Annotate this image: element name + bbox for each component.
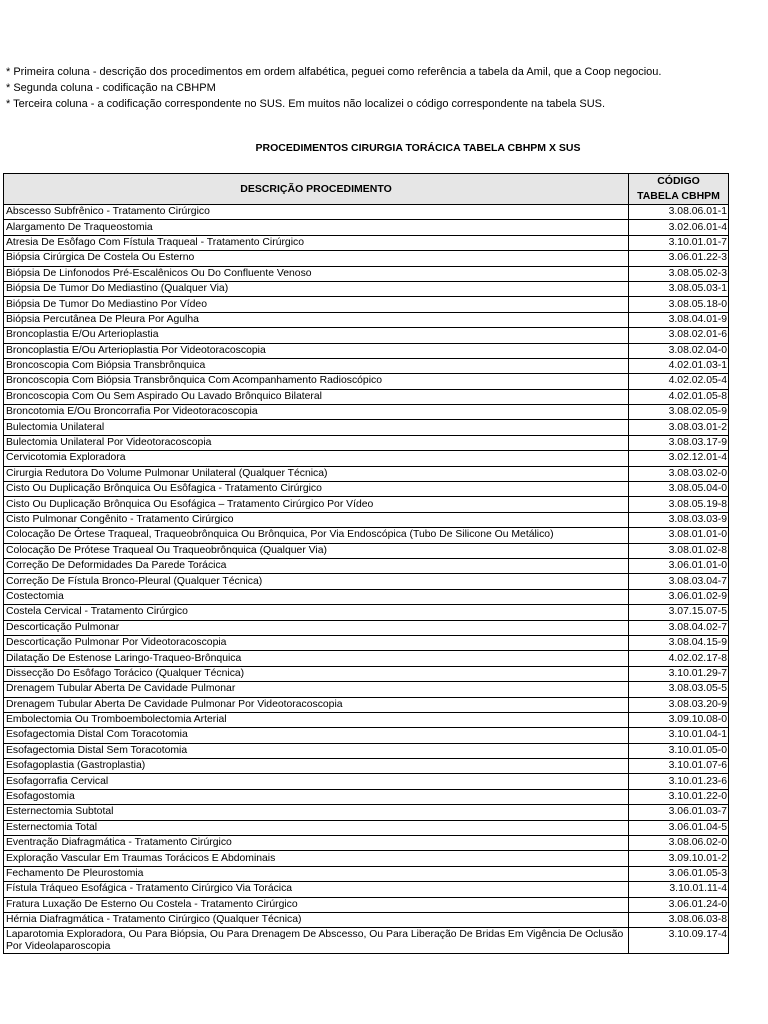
table-row xyxy=(4,728,729,743)
procedure-description: Correção De Fístula Bronco-Pleural (Qualquer Técnica) xyxy=(4,574,629,589)
cbhpm-code: 3.08.04.15-9 xyxy=(629,635,729,650)
note-line: * Segunda coluna - codificação na CBHPM xyxy=(6,82,216,94)
procedure-description: Broncoscopia Com Biópsia Transbrônquica xyxy=(4,358,629,373)
procedure-description: Abscesso Subfrênico - Tratamento Cirúrgico xyxy=(4,205,629,220)
table-row xyxy=(4,682,729,697)
table-row xyxy=(4,482,729,497)
procedure-description: Exploração Vascular Em Traumas Torácicos E Abdominais xyxy=(4,851,629,866)
cbhpm-code: 3.09.10.01-2 xyxy=(629,851,729,866)
cbhpm-code: 3.08.04.01-9 xyxy=(629,312,729,327)
notes xyxy=(6,64,661,112)
procedure-description: Cervicotomia Exploradora xyxy=(4,451,629,466)
cbhpm-code: 4.02.02.05-4 xyxy=(629,374,729,389)
procedure-description: Correção De Deformidades Da Parede Torácica xyxy=(4,558,629,573)
cbhpm-code: 3.06.01.01-0 xyxy=(629,558,729,573)
cbhpm-code: 3.08.03.03-9 xyxy=(629,512,729,527)
procedure-description: Broncoscopia Com Ou Sem Aspirado Ou Lavado Brônquico Bilateral xyxy=(4,389,629,404)
cbhpm-code: 3.08.03.05-5 xyxy=(629,682,729,697)
cbhpm-code: 3.06.01.03-7 xyxy=(629,805,729,820)
table-row xyxy=(4,774,729,789)
table-row xyxy=(4,405,729,420)
procedure-description: Cisto Pulmonar Congênito - Tratamento Cirúrgico xyxy=(4,512,629,527)
procedure-description: Atresia De Esôfago Com Fístula Traqueal - Tratamento Cirúrgico xyxy=(4,235,629,250)
table-row xyxy=(4,789,729,804)
table-row xyxy=(4,451,729,466)
table-row xyxy=(4,358,729,373)
table-row xyxy=(4,759,729,774)
cbhpm-code: 3.10.01.23-6 xyxy=(629,774,729,789)
table-row xyxy=(4,312,729,327)
cbhpm-code: 3.08.04.02-7 xyxy=(629,620,729,635)
cbhpm-code: 3.10.09.17-4 xyxy=(629,928,729,954)
procedure-description: Bulectomia Unilateral xyxy=(4,420,629,435)
table-row xyxy=(4,743,729,758)
procedure-description: Cisto Ou Duplicação Brônquica Ou Esôfagica - Tratamento Cirúrgico xyxy=(4,482,629,497)
table-row xyxy=(4,897,729,912)
cbhpm-code: 3.06.01.02-9 xyxy=(629,589,729,604)
procedure-description-text: Laparotomia Exploradora, Ou Para Biópsia, Ou Para Drenagem De Abscesso, Ou Para Liberação De Bridas Em Vigência De Oclusão Por Videolaparoscopia xyxy=(6,929,624,953)
procedure-description: Biópsia De Tumor Do Mediastino Por Vídeo xyxy=(4,297,629,312)
table-row xyxy=(4,836,729,851)
procedure-description: Drenagem Tubular Aberta De Cavidade Pulmonar Por Videotoracoscopia xyxy=(4,697,629,712)
table-row xyxy=(4,281,729,296)
cbhpm-code: 3.02.12.01-4 xyxy=(629,451,729,466)
table-row xyxy=(4,512,729,527)
cbhpm-code: 3.06.01.24-0 xyxy=(629,897,729,912)
procedure-description: Cirurgia Redutora Do Volume Pulmonar Unilateral (Qualquer Técnica) xyxy=(4,466,629,481)
procedure-description: Biópsia De Tumor Do Mediastino (Qualquer Via) xyxy=(4,281,629,296)
cbhpm-code: 3.06.01.22-3 xyxy=(629,251,729,266)
cbhpm-code: 3.06.01.04-5 xyxy=(629,820,729,835)
procedure-description: Alargamento De Traqueostomia xyxy=(4,220,629,235)
procedure-description: Bulectomia Unilateral Por Videotoracoscopia xyxy=(4,435,629,450)
procedure-description: Cisto Ou Duplicação Brônquica Ou Esofágica – Tratamento Cirúrgico Por Vídeo xyxy=(4,497,629,512)
cbhpm-code: 3.10.01.07-6 xyxy=(629,759,729,774)
cbhpm-code: 3.08.05.03-1 xyxy=(629,281,729,296)
procedure-description: Colocação De Órtese Traqueal, Traqueobrônquica Ou Brônquica, Por Via Endoscópica (Tubo De Silicone Ou Metálico) xyxy=(4,528,629,543)
cbhpm-code: 3.08.03.02-0 xyxy=(629,466,729,481)
cbhpm-code: 3.08.06.03-8 xyxy=(629,912,729,927)
table-row xyxy=(4,297,729,312)
table-row xyxy=(4,620,729,635)
table-body xyxy=(4,205,729,954)
table-header-row xyxy=(4,174,729,205)
cbhpm-code: 3.08.03.20-9 xyxy=(629,697,729,712)
table-row xyxy=(4,343,729,358)
cbhpm-code: 4.02.01.03-1 xyxy=(629,358,729,373)
table-title: PROCEDIMENTOS CIRURGIA TORÁCICA TABELA CBHPM X SUS xyxy=(255,142,581,154)
table-row xyxy=(4,928,729,954)
header-code-line1: CÓDIGO xyxy=(657,175,700,187)
cbhpm-code: 4.02.02.17-8 xyxy=(629,651,729,666)
cbhpm-code: 3.06.01.05-3 xyxy=(629,866,729,881)
procedure-description: Fechamento De Pleurostomia xyxy=(4,866,629,881)
procedure-description: Colocação De Prótese Traqueal Ou Traqueobrônquica (Qualquer Via) xyxy=(4,543,629,558)
procedure-description: Fratura Luxação De Esterno Ou Costela - Tratamento Cirúrgico xyxy=(4,897,629,912)
cbhpm-code: 3.10.01.01-7 xyxy=(629,235,729,250)
table-row xyxy=(4,820,729,835)
table-row xyxy=(4,543,729,558)
table-row xyxy=(4,666,729,681)
cbhpm-code: 3.08.06.02-0 xyxy=(629,836,729,851)
table-row xyxy=(4,912,729,927)
procedure-description xyxy=(4,928,629,954)
cbhpm-code: 3.08.01.02-8 xyxy=(629,543,729,558)
procedure-description: Dissecção Do Esôfago Torácico (Qualquer Técnica) xyxy=(4,666,629,681)
cbhpm-code: 3.09.10.08-0 xyxy=(629,712,729,727)
cbhpm-code: 3.08.05.18-0 xyxy=(629,297,729,312)
table-row xyxy=(4,712,729,727)
procedure-description: Esofagectomia Distal Com Toracotomia xyxy=(4,728,629,743)
table-row xyxy=(4,558,729,573)
procedure-description: Broncoplastia E/Ou Arterioplastia Por Videotoracoscopia xyxy=(4,343,629,358)
procedure-description: Fístula Tráqueo Esofágica - Tratamento Cirúrgico Via Torácica xyxy=(4,882,629,897)
cbhpm-code: 3.10.01.11-4 xyxy=(629,882,729,897)
cbhpm-code: 3.08.05.04-0 xyxy=(629,482,729,497)
cbhpm-code: 3.08.01.01-0 xyxy=(629,528,729,543)
table-row xyxy=(4,851,729,866)
table-row xyxy=(4,697,729,712)
procedure-description: Drenagem Tubular Aberta De Cavidade Pulmonar xyxy=(4,682,629,697)
cbhpm-code: 3.10.01.22-0 xyxy=(629,789,729,804)
table-row xyxy=(4,635,729,650)
procedure-description: Esternectomia Total xyxy=(4,820,629,835)
table-row xyxy=(4,497,729,512)
table-row xyxy=(4,466,729,481)
header-description: DESCRIÇÃO PROCEDIMENTO xyxy=(4,174,629,205)
table-row xyxy=(4,374,729,389)
cbhpm-code: 3.10.01.05-0 xyxy=(629,743,729,758)
note-line: * Primeira coluna - descrição dos procedimentos em ordem alfabética, peguei como referência a tabela da Amil, que a Coop negociou. xyxy=(6,66,662,78)
cbhpm-code: 3.08.03.17-9 xyxy=(629,435,729,450)
table-row xyxy=(4,528,729,543)
table-row xyxy=(4,235,729,250)
cbhpm-code: 3.08.05.19-8 xyxy=(629,497,729,512)
cbhpm-code: 3.08.03.04-7 xyxy=(629,574,729,589)
procedure-description: Broncoplastia E/Ou Arterioplastia xyxy=(4,328,629,343)
table-row xyxy=(4,435,729,450)
procedure-description: Eventração Diafragmática - Tratamento Cirúrgico xyxy=(4,836,629,851)
cbhpm-code: 3.07.15.07-5 xyxy=(629,605,729,620)
cbhpm-code: 3.08.06.01-1 xyxy=(629,205,729,220)
procedure-description: Esternectomia Subtotal xyxy=(4,805,629,820)
procedure-description: Biópsia De Linfonodos Pré-Escalênicos Ou Do Confluente Venoso xyxy=(4,266,629,281)
procedure-description: Costela Cervical - Tratamento Cirúrgico xyxy=(4,605,629,620)
cbhpm-code: 3.08.02.05-9 xyxy=(629,405,729,420)
procedure-description: Descorticação Pulmonar xyxy=(4,620,629,635)
cbhpm-code: 4.02.01.05-8 xyxy=(629,389,729,404)
procedure-description: Hérnia Diafragmática - Tratamento Cirúrgico (Qualquer Técnica) xyxy=(4,912,629,927)
procedure-description: Descorticação Pulmonar Por Videotoracoscopia xyxy=(4,635,629,650)
table-row xyxy=(4,605,729,620)
cbhpm-code: 3.02.06.01-4 xyxy=(629,220,729,235)
table-row xyxy=(4,420,729,435)
procedure-description: Broncoscopia Com Biópsia Transbrônquica Com Acompanhamento Radioscópico xyxy=(4,374,629,389)
procedure-description: Biópsia Cirúrgica De Costela Ou Esterno xyxy=(4,251,629,266)
note-line: * Terceira coluna - a codificação correspondente no SUS. Em muitos não localizei o código correspondente na tabela SUS. xyxy=(6,98,606,110)
table-row xyxy=(4,328,729,343)
procedure-description: Biópsia Percutânea De Pleura Por Agulha xyxy=(4,312,629,327)
procedures-table xyxy=(3,173,729,954)
table-row xyxy=(4,866,729,881)
table-row xyxy=(4,220,729,235)
header-code xyxy=(629,174,729,205)
procedure-description: Esofagectomia Distal Sem Toracotomia xyxy=(4,743,629,758)
procedure-description: Esofagoplastia (Gastroplastia) xyxy=(4,759,629,774)
procedure-description: Dilatação De Estenose Laringo-Traqueo-Brônquica xyxy=(4,651,629,666)
cbhpm-code: 3.10.01.29-7 xyxy=(629,666,729,681)
table-row xyxy=(4,574,729,589)
procedure-description: Broncotomia E/Ou Broncorrafia Por Videotoracoscopia xyxy=(4,405,629,420)
cbhpm-code: 3.10.01.04-1 xyxy=(629,728,729,743)
table-row xyxy=(4,651,729,666)
header-code-line2: TABELA CBHPM xyxy=(637,190,720,202)
table-row xyxy=(4,805,729,820)
cbhpm-code: 3.08.03.01-2 xyxy=(629,420,729,435)
cbhpm-code: 3.08.02.04-0 xyxy=(629,343,729,358)
table-row xyxy=(4,882,729,897)
procedure-description: Costectomia xyxy=(4,589,629,604)
table-row xyxy=(4,389,729,404)
cbhpm-code: 3.08.02.01-6 xyxy=(629,328,729,343)
table-row xyxy=(4,266,729,281)
table-row xyxy=(4,205,729,220)
procedure-description: Esofagorrafia Cervical xyxy=(4,774,629,789)
table-row xyxy=(4,251,729,266)
procedure-description: Esofagostomia xyxy=(4,789,629,804)
table-row xyxy=(4,589,729,604)
cbhpm-code: 3.08.05.02-3 xyxy=(629,266,729,281)
procedure-description: Embolectomia Ou Tromboembolectomia Arterial xyxy=(4,712,629,727)
